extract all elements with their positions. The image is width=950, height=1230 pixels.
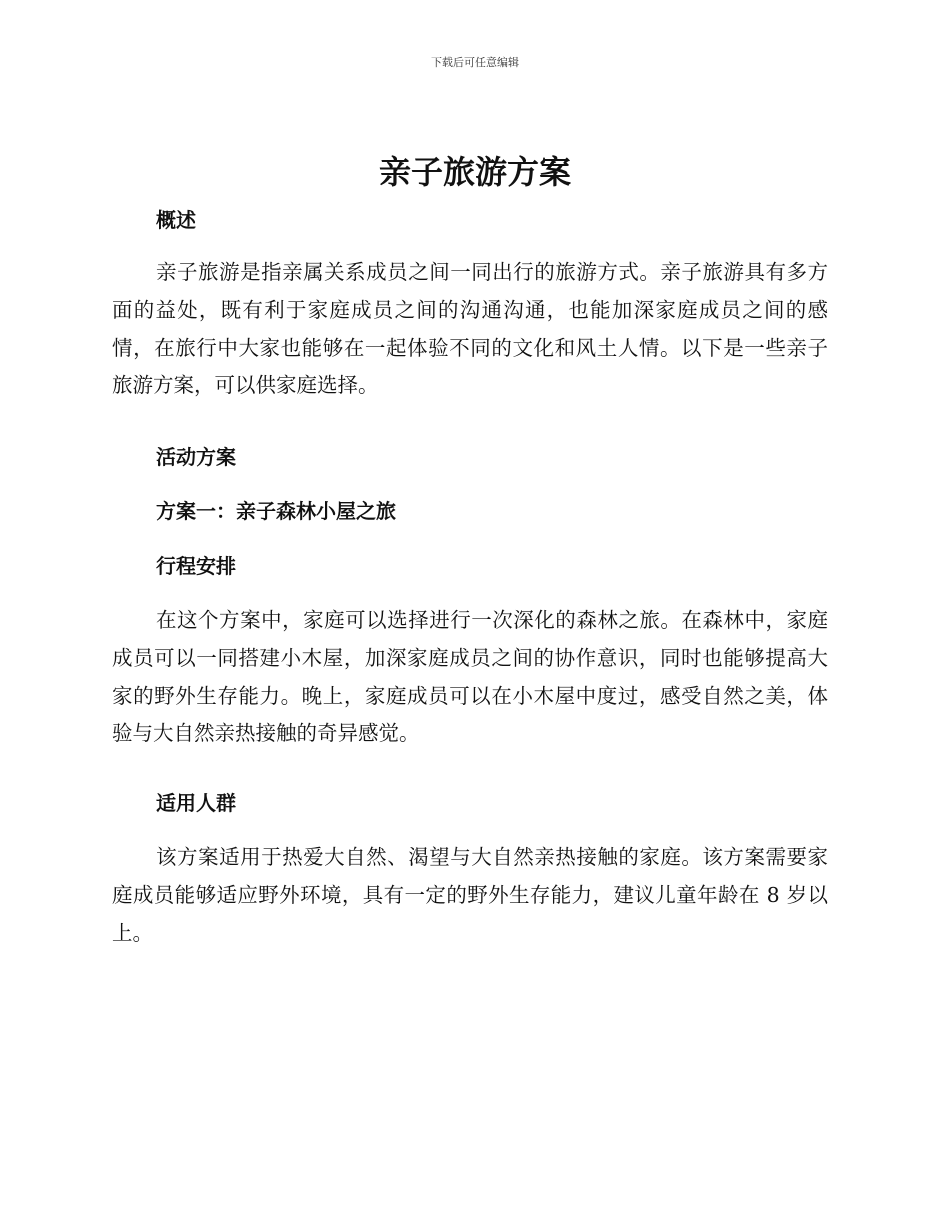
target-audience-paragraph: 该方案适用于热爱大自然、渴望与大自然亲热接触的家庭。该方案需要家庭成员能够适应野外环境，具有一定的野外生存能力，建议儿童年龄在 8 岁以上。 xyxy=(112,845,828,945)
plan-one-heading: 方案一：亲子森林小屋之旅 xyxy=(156,499,396,523)
schedule-paragraph: 在这个方案中，家庭可以选择进行一次深化的森林之旅。在森林中，家庭成员可以一同搭建小木屋，加深家庭成员之间的协作意识，同时也能够提高大家的野外生存能力。晚上，家庭成员可以在小木屋中度过，感受自然之美，体验与大自然亲热接触的奇异感觉。 xyxy=(112,608,828,746)
activity-plan-heading: 活动方案 xyxy=(156,445,236,469)
schedule-heading: 行程安排 xyxy=(156,554,236,578)
overview-heading: 概述 xyxy=(156,208,196,232)
document-title: 亲子旅游方案 xyxy=(378,153,571,191)
target-audience-heading: 适用人群 xyxy=(156,791,236,815)
page-header-note: 下载后可任意编辑 xyxy=(431,56,519,69)
overview-paragraph: 亲子旅游是指亲属关系成员之间一同出行的旅游方式。亲子旅游具有多方面的益处，既有利于家庭成员之间的沟通沟通，也能加深家庭成员之间的感情，在旅行中大家也能够在一起体验不同的文化和风土人情。以下是一些亲子旅游方案，可以供家庭选择。 xyxy=(112,260,828,398)
